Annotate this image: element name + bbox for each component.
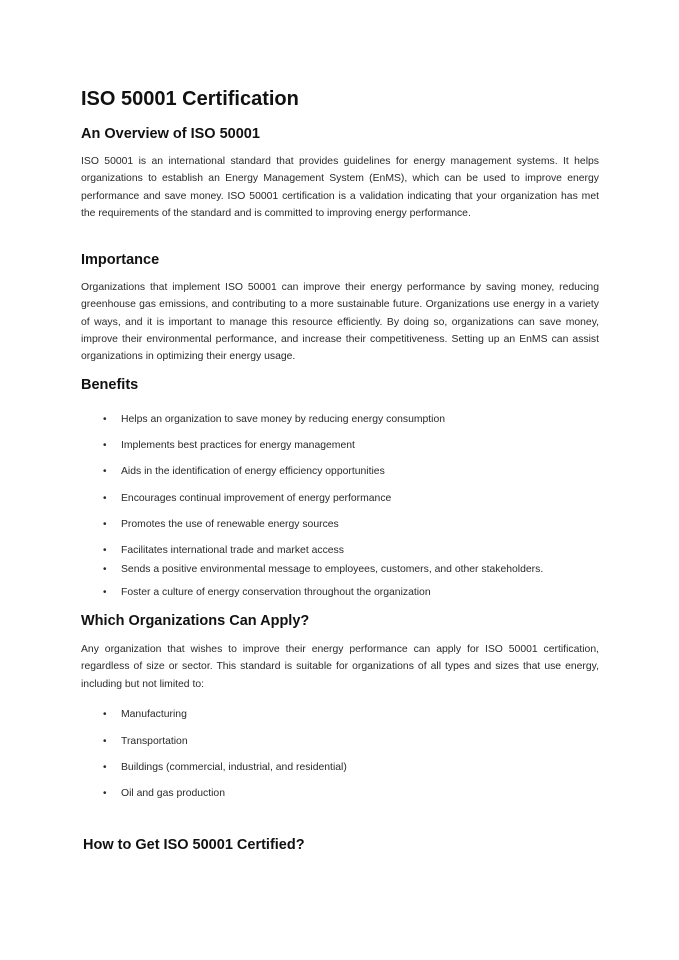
- importance-paragraph: Organizations that implement ISO 50001 can improve their energy performance by saving money, reducing greenhouse gas emissions, and contributing to a more sustainable future. Organizations use energy in a variety of ways, and it is important to manage this resource efficiently. By doing so, organizations can save money, improve their environmental performance, and increase their competitiveness. Setting up an EnMS can assist organizations in optimizing their energy usage.: [81, 282, 599, 363]
- apply-heading: Which Organizations Can Apply?: [81, 613, 310, 629]
- overview-heading: An Overview of ISO 50001: [81, 126, 260, 142]
- benefit-text: Aids in the identification of energy efficiency opportunities: [121, 466, 385, 477]
- certification-steps-heading: How to Get ISO 50001 Certified?: [83, 837, 305, 853]
- bullet-icon: •: [103, 788, 107, 799]
- organization-type-text: Buildings (commercial, industrial, and residential): [121, 762, 347, 773]
- benefit-text: Helps an organization to save money by reducing energy consumption: [121, 414, 446, 425]
- page-title: ISO 50001 Certification: [81, 88, 299, 110]
- bullet-icon: •: [103, 762, 107, 773]
- benefit-text: Encourages continual improvement of energy performance: [121, 493, 392, 504]
- bullet-icon: •: [103, 564, 107, 575]
- bullet-icon: •: [103, 587, 107, 598]
- benefit-text: Foster a culture of energy conservation throughout the organization: [121, 587, 431, 598]
- benefits-heading: Benefits: [81, 377, 139, 393]
- bullet-icon: •: [103, 466, 107, 477]
- organization-type-text: Transportation: [121, 736, 188, 747]
- benefit-text: Sends a positive environmental message to employees, customers, and other stakeholders.: [121, 564, 544, 575]
- bullet-icon: •: [103, 440, 107, 451]
- organization-type-text: Oil and gas production: [121, 788, 225, 799]
- bullet-icon: •: [103, 493, 107, 504]
- benefit-text: Promotes the use of renewable energy sources: [121, 519, 339, 530]
- bullet-icon: •: [103, 736, 107, 747]
- organization-type-text: Manufacturing: [121, 709, 187, 720]
- benefit-text: Facilitates international trade and market access: [121, 545, 344, 556]
- bullet-icon: •: [103, 519, 107, 530]
- benefit-text: Implements best practices for energy management: [121, 440, 355, 451]
- bullet-icon: •: [103, 414, 107, 425]
- overview-paragraph: ISO 50001 is an international standard that provides guidelines for energy management systems. It helps organizations to establish an Energy Management System (EnMS), which can be used to improve energy performance and save money. ISO 50001 certification is a validation indicating that your organization has met the requirements of the standard and is committed to improving energy performance.: [81, 156, 599, 219]
- bullet-icon: •: [103, 545, 107, 556]
- apply-paragraph: Any organization that wishes to improve their energy performance can apply for ISO 50001 certification, regardless of size or sector. This standard is suitable for organizations of all types and sizes that use energy, including but not limited to:: [81, 644, 599, 690]
- importance-heading: Importance: [81, 252, 160, 268]
- bullet-icon: •: [103, 709, 107, 720]
